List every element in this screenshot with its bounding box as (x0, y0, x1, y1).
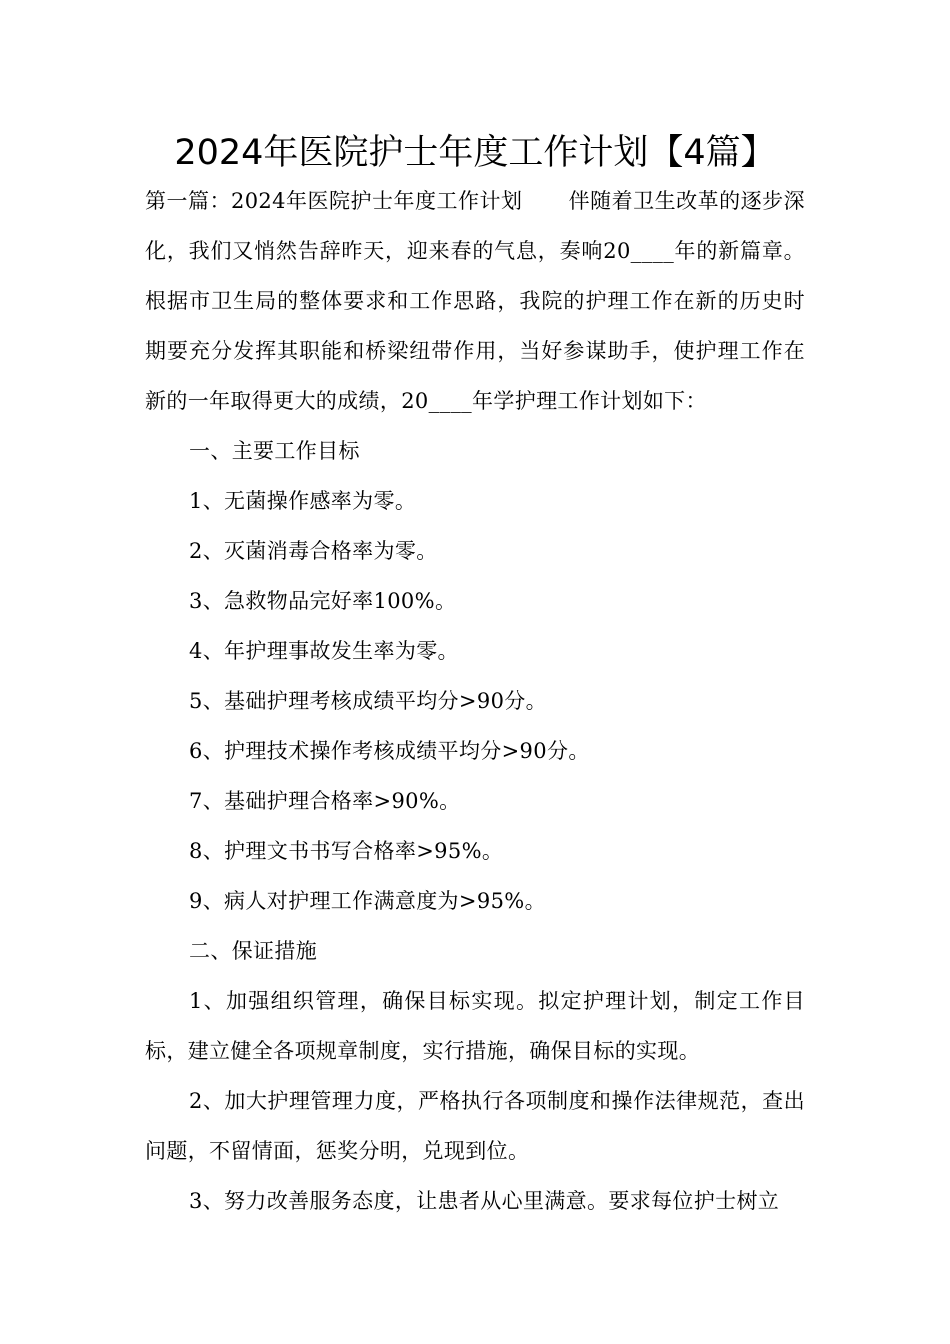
document-title: 2024年医院护士年度工作计划【4篇】 (174, 133, 776, 173)
section1-heading: 一、主要工作目标 (189, 439, 360, 463)
goal-item: 2、灭菌消毒合格率为零。 (189, 539, 438, 563)
goal-item: 1、无菌操作感率为零。 (189, 489, 417, 513)
intro-heading: 第一篇：2024年医院护士年度工作计划 (145, 189, 523, 213)
goal-item: 6、护理技术操作考核成绩平均分>90分。 (189, 739, 590, 763)
section2-heading: 二、保证措施 (189, 939, 318, 963)
goal-item: 9、病人对护理工作满意度为>95%。 (189, 889, 546, 913)
measure-paragraph: 2、加大护理管理力度，严格执行各项制度和操作法律规范，查出问题，不留情面，惩奖分明，兑现到位。 (145, 1089, 805, 1163)
intro-paragraph (145, 176, 805, 426)
document-body (145, 176, 805, 1226)
intro-text: 伴随着卫生改革的逐步深化，我们又悄然告辞昨天，迎来春的气息，奏响20____年的新篇章。根据市卫生局的整体要求和工作思路，我院的护理工作在新的历史时期要充分发挥其职能和桥梁纽带作用，当好参谋助手，使护理工作在新的一年取得更大的成绩，20____年学护理工作计划如下： (145, 189, 805, 413)
goal-item: 5、基础护理考核成绩平均分>90分。 (189, 689, 547, 713)
measure-paragraph: 1、加强组织管理，确保目标实现。拟定护理计划，制定工作目标，建立健全各项规章制度，实行措施，确保目标的实现。 (145, 989, 805, 1063)
goal-item: 4、年护理事故发生率为零。 (189, 639, 459, 663)
goal-item: 8、护理文书书写合格率>95%。 (189, 839, 504, 863)
goal-item: 7、基础护理合格率>90%。 (189, 789, 461, 813)
goal-item: 3、急救物品完好率100%。 (189, 589, 457, 613)
measure-paragraph: 3、努力改善服务态度，让患者从心里满意。要求每位护士树立 (189, 1189, 780, 1213)
